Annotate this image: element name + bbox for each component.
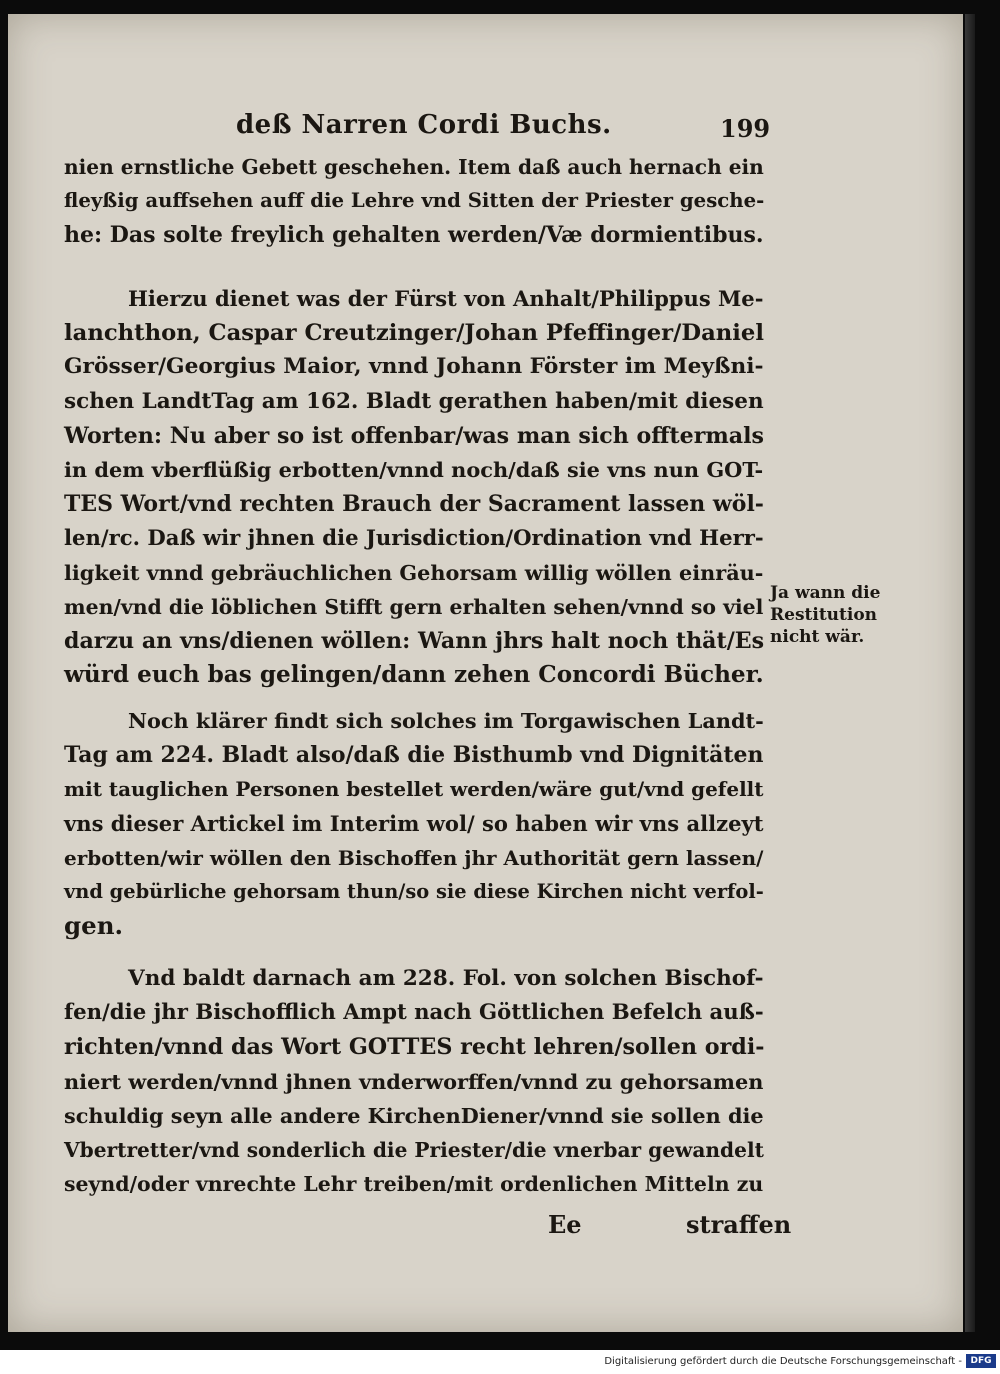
book-page (8, 14, 963, 1332)
text-line: seynd/oder vnrechte Lehr treiben/mit ordenlichen Mitteln zu (64, 1172, 764, 1197)
text-line: niert werden/vnnd jhnen vnderworffen/vnnd zu gehorsamen (64, 1068, 764, 1094)
paragraph-2 (64, 282, 764, 692)
text-line: fleyßig auffsehen auff die Lehre vnd Sitten der Priester gesche- (64, 189, 765, 213)
margin-note (770, 582, 900, 648)
catchword-signature: Ee (548, 1210, 582, 1239)
text-line: würd euch bas gelingen/dann zehen Concordi Bücher. (64, 661, 764, 689)
text-line: schen LandtTag am 162. Bladt gerathen haben/mit diesen (64, 388, 764, 414)
margin-note-line: Ja wann die (770, 583, 881, 603)
text-line: vnd gebürliche gehorsam thun/so sie diese Kirchen nicht verfol- (64, 880, 764, 904)
text-line: Noch klärer findt sich solches im Torgawischen Landt- (128, 708, 764, 733)
text-line: Vbertretter/vnd sonderlich die Priester/die vnerbar gewandelt (64, 1138, 764, 1163)
paragraph-3 (64, 704, 764, 943)
text-line: darzu an vns/dienen wöllen: Wann jhrs halt noch thät/Es (64, 628, 765, 655)
text-line: erbotten/wir wöllen den Bischoffen jhr Authorität gern lassen/ (64, 845, 764, 870)
page-edge (965, 14, 975, 1332)
margin-note-line: nicht wär. (770, 627, 865, 647)
text-line: he: Das solte freylich gehalten werden/Væ dormientibus. (64, 222, 764, 249)
text-line: in dem vberflüßig erbotten/vnnd noch/daß sie vns nun GOT- (64, 457, 764, 483)
text-line: richten/vnnd das Wort GOTTES recht lehren/sollen ordi- (64, 1034, 765, 1061)
text-line: ligkeit vnnd gebräuchlichen Gehorsam willig wöllen einräu- (64, 559, 764, 585)
text-line: fen/die jhr Bischofflich Ampt nach Göttlichen Befelch auß- (64, 1000, 764, 1026)
page-number: 199 (720, 114, 771, 143)
text-line: Hierzu dienet was der Fürst von Anhalt/Philippus Me- (128, 286, 764, 311)
text-line: Grösser/Georgius Maior, vnnd Johann Förster im Meyßni- (64, 354, 764, 380)
text-line: Tag am 224. Bladt also/daß die Bisthumb vnd Dignitäten (64, 742, 764, 769)
text-line: gen. (64, 911, 124, 941)
text-line: men/vnd die löblichen Stifft gern erhalten sehen/vnnd so viel (64, 594, 764, 619)
catchword: straffen (686, 1210, 792, 1239)
text-line: lanchthon, Caspar Creutzinger/Johan Pfeffinger/Daniel (64, 320, 764, 347)
text-line: Vnd baldt darnach am 228. Fol. von solchen Bischof- (128, 966, 764, 991)
text-line: vns dieser Artickel im Interim wol/ so haben wir vns allzeyt (64, 810, 764, 836)
paragraph-1 (64, 150, 764, 253)
text-line: Worten: Nu aber so ist offenbar/was man sich offtermals (64, 422, 764, 449)
running-head: deß Narren Cordi Buchs. (236, 110, 612, 140)
text-line: TES Wort/vnd rechten Brauch der Sacrament lassen wöl- (64, 491, 764, 518)
dfg-logo: DFG (966, 1354, 996, 1368)
paragraph-4 (64, 962, 764, 1201)
digitization-credit: Digitalisierung gefördert durch die Deutsche Forschungsgemeinschaft - (604, 1356, 962, 1367)
text-line: nien ernstliche Gebett geschehen. Item daß auch hernach ein (64, 155, 764, 179)
margin-note-line: Restitution (770, 605, 878, 625)
text-line: mit tauglichen Personen bestellet werden/wäre gut/vnd gefellt (64, 777, 764, 802)
text-line: schuldig seyn alle andere KirchenDiener/vnnd sie sollen die (64, 1102, 764, 1128)
text-line: len/rc. Daß wir jhnen die Jurisdiction/Ordination vnd Herr- (64, 525, 764, 551)
